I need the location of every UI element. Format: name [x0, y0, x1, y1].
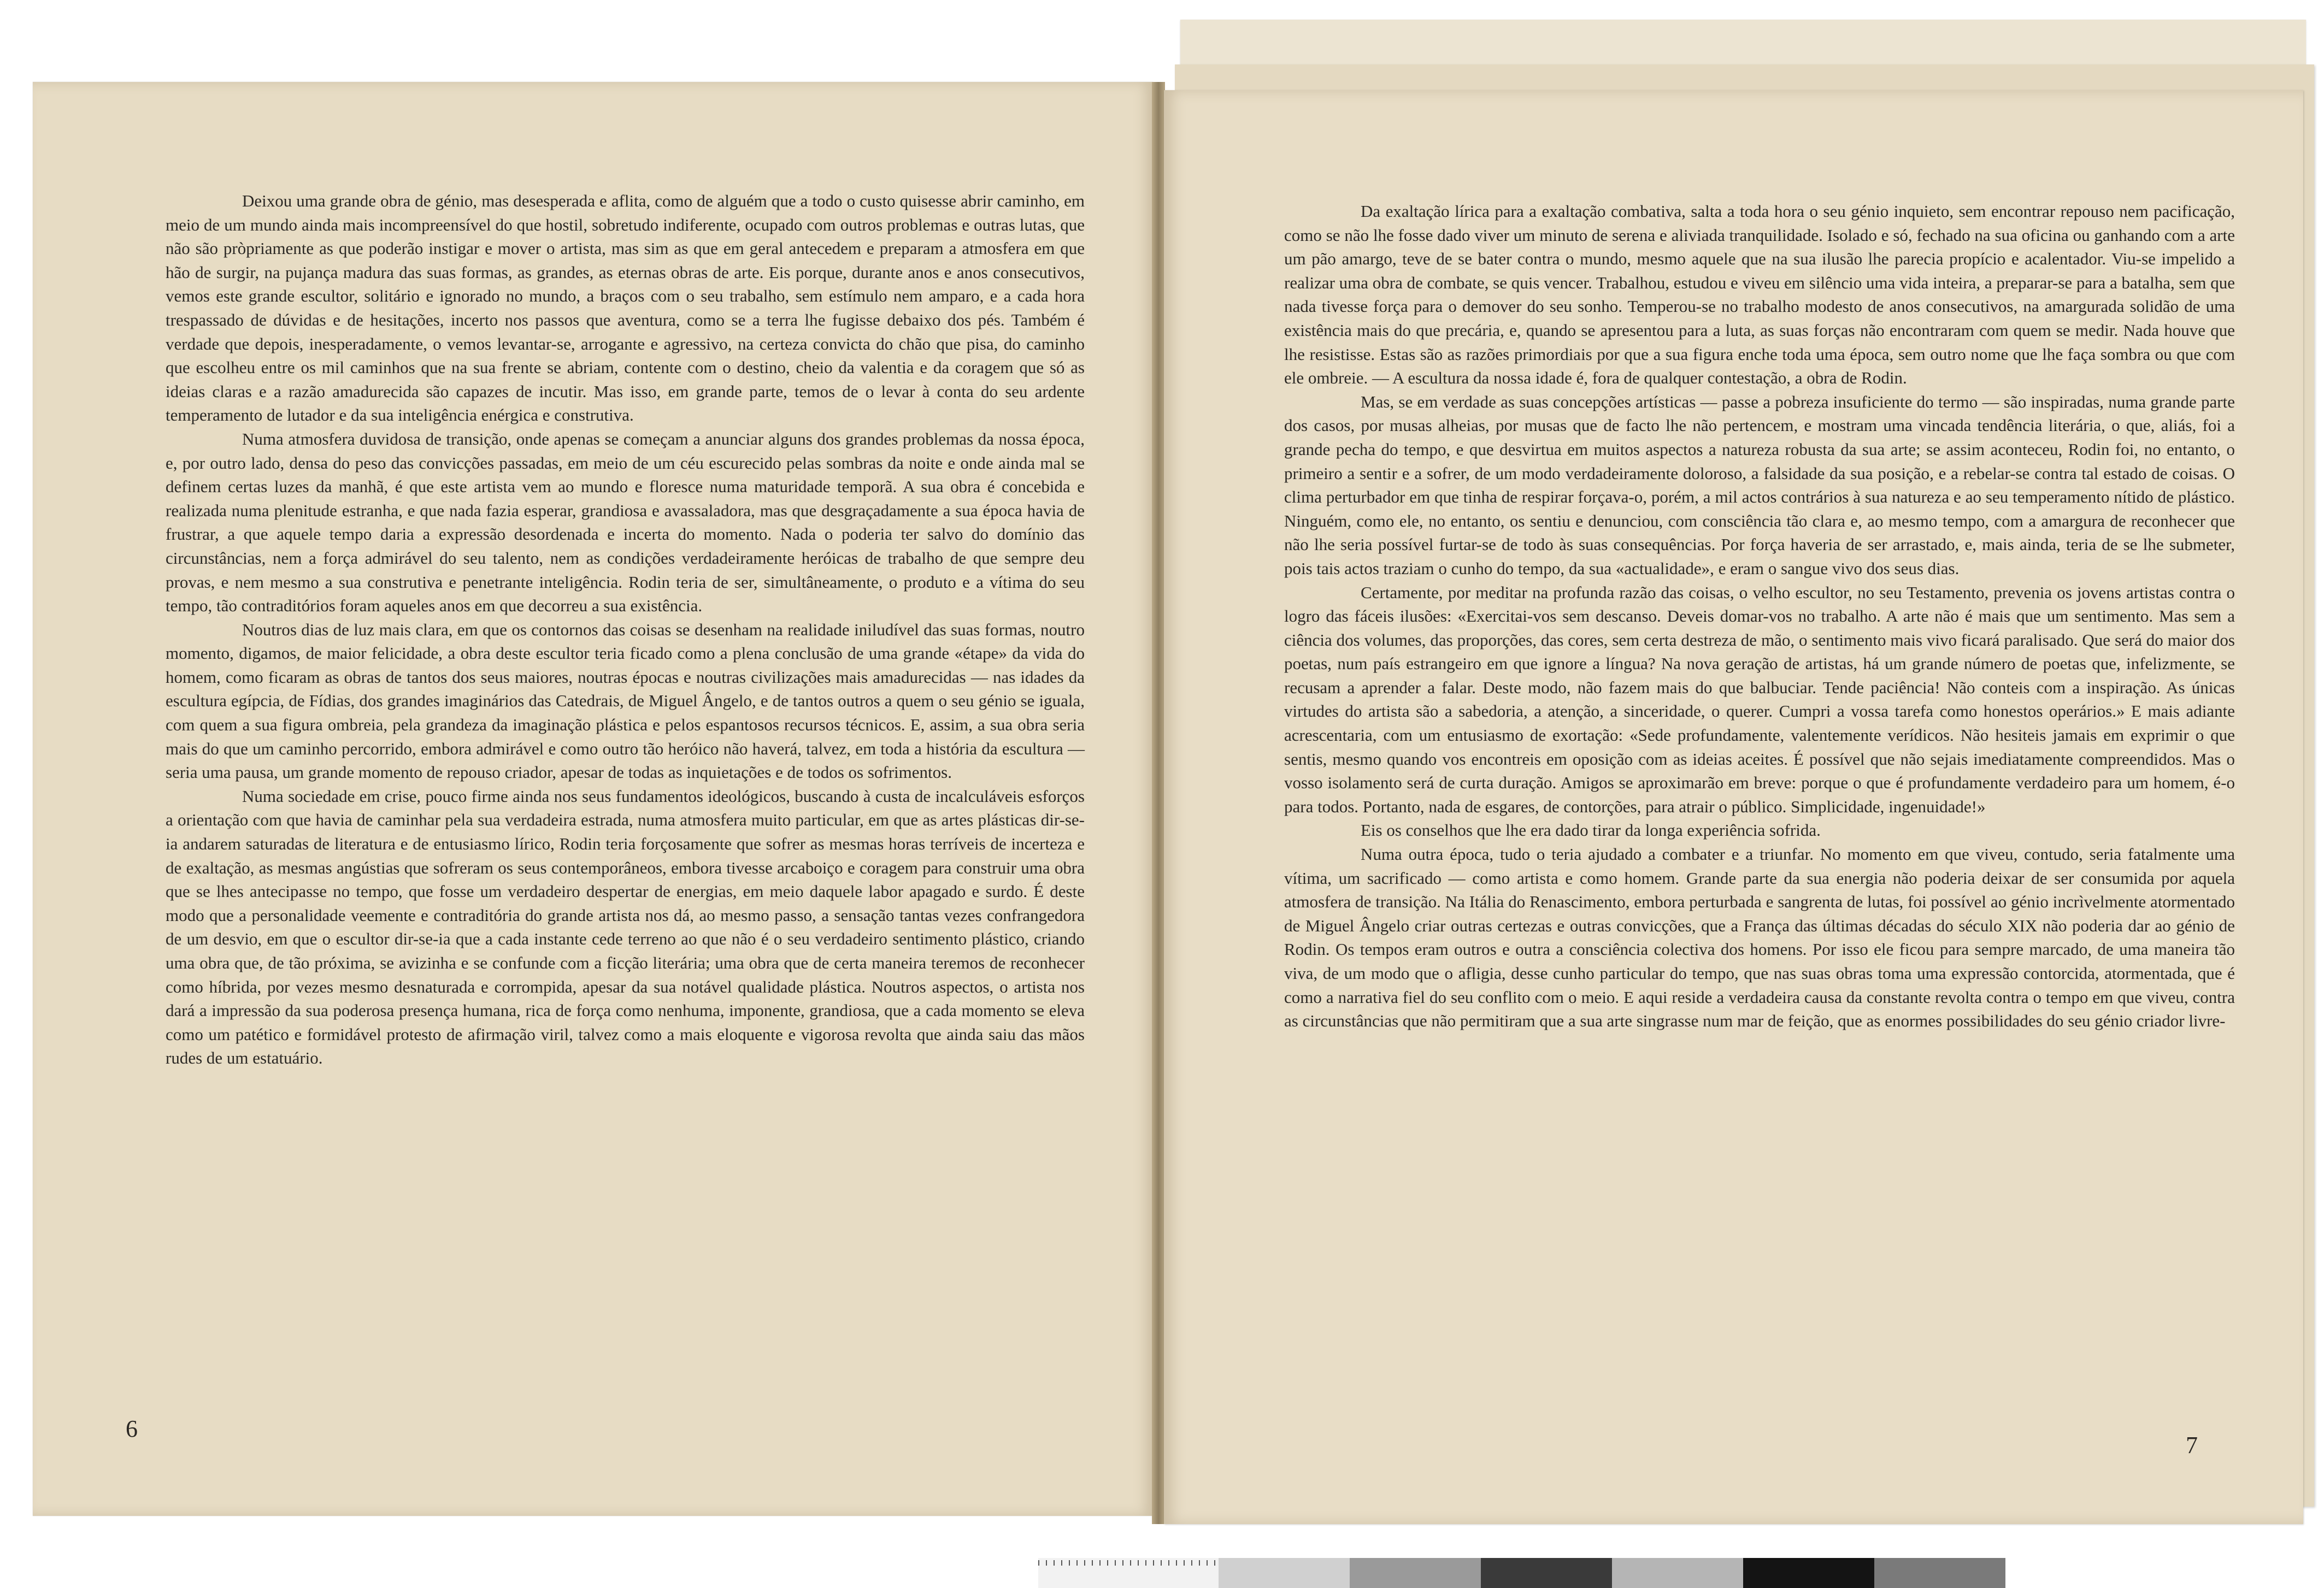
paragraph: Deixou uma grande obra de génio, mas desesperada e aflita, como de alguém que a todo o custo quisesse abrir caminho, em meio de um mundo ainda mais incompreensível do que hostil, sobretudo indiferente, ocupado com outros problemas e outras lutas, que não são pròpriamente as que poderão instigar e mover o artista, mas sim as que em geral antecedem e preparam a atmosfera em que hão de surgir, na pujança madura das suas formas, as grandes, as eternas obras de arte. Eis porque, durante anos e anos consecutivos, vemos este grande escultor, solitário e ignorado no mundo, a braços com o seu trabalho, sem estímulo nem amparo, e a cada hora trespassado de dúvidas e de hesitações, incerto nos passos que aventura, como se a terra lhe fugisse debaixo dos pés. Também é verdade que depois, inesperadamente, o vemos levantar-se, arrogante e agressivo, na certeza convicta do chão que pisa, do caminho que escolheu entre os mil caminhos que na sua frente se abriam, contente com o destino, cheio da valentia e da coragem que só as ideias claras e a razão amadurecida são capazes de incutir. Mas isso, em grande parte, temos de o levar à conta do seu ardente temperamento de lutador e da sua inteligência enérgica e construtiva. — [166, 191, 1085, 425]
paragraph: Numa outra época, tudo o teria ajudado a combater e a triunfar. No momento em que viveu, contudo, seria fatalmente uma vítima, um sacrificado — como artista e como homem. Grande parte da sua energia não poderia deixar de ser consumida por aquela atmosfera de transição. Na Itália do Renascimento, embora perturbada e sangrenta de lutas, foi possível ao génio incrìvelmente atormentado de Miguel Ângelo criar outras certezas e outras convicções, que a França das últimas décadas do século XIX não poderia dar ao génio de Rodin. Os tempos eram outros e outra a consciência colectiva dos homens. Por isso ele ficou para sempre marcado, de uma maneira tão viva, de um modo que o afligia, desse cunho particular do tempo, que nas suas obras toma uma expressão contorcida, atormentada, que é como a narrativa fiel do seu conflito com o meio. E aqui reside a verdadeira causa da constante revolta contra o tempo em que viveu, contra as circunstâncias que não permitiram que a sua arte singrasse num mar de feição, que as enormes possibilidades do seu génio criador livre- — [1284, 845, 2235, 1031]
paragraph: Da exaltação lírica para a exaltação combativa, salta a toda hora o seu génio inquieto, sem encontrar repouso nem pacificação, como se não lhe fosse dado viver um minuto de serena e aliviada tranquilidade. Isolado e só, fechado na sua oficina ou ganhando com a arte um pão amargo, teve de se bater contra o mundo, mesmo aquele que na sua ilusão lhe parecia propício e acalentador. Viu-se impelido a realizar uma obra de combate, se quis vencer. Trabalhou, estudou e viveu em silêncio uma vida inteira, a preparar-se para a batalha, sem que nada tivesse força para o demover do seu sonho. Temperou-se no trabalho modesto de anos consecutivos, na amargurada solidão de uma existência mais do que precária, e, quando se apresentou para a luta, as suas forças não encontraram com quem se medir. Nada houve que lhe resistisse. Estas são as razões primordiais por que a sua figura enche toda uma época, sem outro nome que lhe faça sombra ou que com ele ombreie. — A escultura da nossa idade é, fora de qualquer contestação, a obra de Rodin. — [1284, 202, 2235, 388]
page-number-right: 7 — [2186, 1432, 2198, 1459]
left-page — [33, 82, 1153, 1516]
paragraph: Numa atmosfera duvidosa de transição, onde apenas se começam a anunciar alguns dos grandes problemas da nossa época, e, por outro lado, densa do peso das convicções passadas, em meio de um céu escurecido pelas sombras da noite e onde ainda mal se definem certas luzes da manhã, é que este artista vem ao mundo e floresce numa maturidade temporã. A sua obra é concebida e realizada numa plenitude estranha, e que nada fazia esperar, grandiosa e avassaladora, mas que desgraçadamente a sua época havia de frustrar, a que aquele tempo daria a expressão desordenada e incerta do momento. Nada o poderia ter salvo do domínio das circunstâncias, nem a força admirável do seu talento, nem as condições verdadeiramente heróicas de trabalho de que sempre deu provas, e nem mesmo a sua construtiva e penetrante inteligência. Rodin teria de ser, simultâneamente, o produto e a vítima do seu tempo, tão contraditórios foram aqueles anos em que decorreu a sua existência. — [166, 429, 1085, 616]
paragraph: Numa sociedade em crise, pouco firme ainda nos seus fundamentos ideológicos, buscando à custa de incalculáveis esforços a orientação com que havia de caminhar pela sua verdadeira estrada, numa atmosfera muito particular, em que as artes plásticas dir-se-ia andarem saturadas de literatura e de entusiasmo lírico, Rodin teria forçosamente que sofrer as mesmas horas terríveis de incerteza e de exaltação, as mesmas angústias que sofreram os seus contemporâneos, embora tivesse arcaboiço e coragem para construir uma obra que se lhes antecipasse no tempo, que fosse um verdadeiro despertar de energias, em meio daquele labor apagado e surdo. É deste modo que a personalidade veemente e contraditória do grande artista nos dá, ao mesmo passo, a sensação tantas vezes confrangedora de um desvio, em que o escultor dir-se-ia que a cada instante cede terreno ao que não é o seu verdadeiro sentimento plástico, criando uma obra que, de tão próxima, se avizinha e se confunde com a ficção literária; uma obra que de certa maneira teremos de reconhecer como híbrida, por vezes mesmo desnaturada e corrompida, apesar da sua notável qualidade plástica. Noutros aspectos, o artista nos dará a impressão da sua poderosa presença humana, rica de força como nenhuma, imponente, grandiosa, que a cada momento se eleva como um patético e formidável protesto de afirmação viril, talvez como a mais eloquente e vigorosa revolta que ainda saiu das mãos rudes de um estatuário. — [166, 786, 1085, 1068]
right-page-text — [1284, 199, 2235, 1033]
scale-ruler — [1038, 1560, 1219, 1566]
paragraph: Certamente, por meditar na profunda razão das coisas, o velho escultor, no seu Testamento, prevenia os jovens artistas contra o logro das fáceis ilusões: «Exercitai-vos sem descanso. Deveis domar-vos no trabalho. A arte não é mais que um sentimento. Mas sem a ciência dos volumes, das proporções, das cores, sem certa destreza de mão, o sentimento mais vivo ficará paralisado. Que será do maior dos poetas, num país estrangeiro em que ignore a língua? Na nova geração de artistas, há um grande número de poetas que, infelizmente, se recusam a aprender a falar. Deste modo, não fazem mais do que balbuciar. Tende paciência! Não conteis com a inspiração. As únicas virtudes do artista são a sabedoria, a atenção, a sinceridade, o querer. Cumpri a vossa tarefa como honestos operários.» E mais adiante acrescentaria, com um entusiasmo de exortação: «Sede profundamente, valentemente verídicos. Não hesiteis jamais em exprimir o que sentis, mesmo quando vos encontreis em oposição com as ideias aceites. É possível que não sejais imediatamente compreendidos. Mas o vosso isolamento será de curta duração. Amigos se aproximarão em breve: porque o que é profundamente verdadeiro para um homem, é-o para todos. Portanto, nada de esgares, de contorções, para atrair o público. Simplicidade, ingenuidade!» — [1284, 582, 2235, 816]
right-page — [1164, 90, 2303, 1524]
left-page-text — [166, 189, 1085, 1070]
book-gutter — [1152, 82, 1165, 1524]
paragraph: Eis os conselhos que lhe era dado tirar da longa experiência sofrida. — [1361, 820, 1821, 840]
paragraph: Noutros dias de luz mais clara, em que os contornos das coisas se desenham na realidade iniludível das suas formas, noutro momento, digamos, de maior felicidade, a obra deste escultor teria ficado como a plena conclusão de uma grande «étape» da vida do homem, como ficaram as obras de tantos dos seus maiores, noutras épocas e noutras civilizações mais amadurecidas — nas idades da escultura egípcia, de Fídias, dos grandes imaginários das Catedrais, de Miguel Ângelo, e de tantos outros a quem o seu génio se iguala, com quem a sua figura ombreia, pela grandeza da imaginação plástica e pelos espantosos recursos técnicos. E, assim, a sua obra seria mais do que um caminho percorrido, embora admirável e como outro tão heróico não haverá, talvez, em toda a história da escultura — seria uma pausa, um grande momento de repouso criador, apesar de todas as inquietações e de todos os sofrimentos. — [166, 619, 1085, 782]
paragraph: Mas, se em verdade as suas concepções artísticas — passe a pobreza insuficiente do termo — são inspiradas, numa grande parte dos casos, por musas alheias, por musas que de facto lhe não pertencem, e mostram uma vincada tendência literária, o que, aliás, foi a grande pecha do tempo, e que desvirtua em muitos aspectos a natureza robusta da sua arte; se assim aconteceu, Rodin foi, no entanto, o primeiro a sentir e a sofrer, de um modo verdadeiramente doloroso, a falsidade da sua posição, e a rebelar-se contra tal estado de coisas. O clima perturbador em que tinha de respirar forçava-o, porém, a mil actos contrários à sua natureza e ao seu temperamento nítido de plástico. Ninguém, como ele, no entanto, os sentiu e denunciou, com consciência tão clara e, ao mesmo tempo, com a amargura de reconhecer que não lhe seria possível furtar-se de todo às suas consequências. Por força haveria de ser arrastado, e, mais ainda, teria de se lhe submeter, pois tais actos traziam o cunho do tempo, da sua «actualidade», e eram o sangue vivo dos seus dias. — [1284, 392, 2235, 578]
page-number-left: 6 — [126, 1415, 138, 1442]
